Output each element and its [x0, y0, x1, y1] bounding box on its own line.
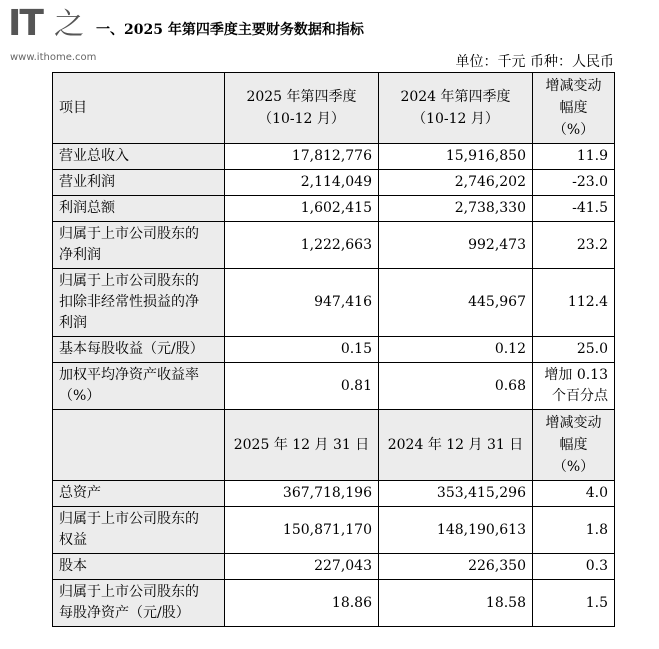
row-label: 营业利润: [53, 170, 225, 196]
value-change: 0.3: [533, 554, 615, 580]
value-prior: 445,967: [379, 269, 533, 337]
watermark-url: www.ithome.com: [10, 52, 97, 63]
row-label: 基本每股收益（元/股）: [53, 337, 225, 363]
value-current: 17,812,776: [225, 144, 379, 170]
value-change: 1.5: [533, 580, 615, 627]
value-change: 23.2: [533, 222, 615, 269]
value-change: -23.0: [533, 170, 615, 196]
row-label: 加权平均净资产收益率 （%）: [53, 363, 225, 410]
header-col-change: 增减变动 幅度 （%）: [533, 410, 615, 481]
header-col-current: 2025 年第四季度 （10-12 月）: [225, 73, 379, 144]
value-prior: 148,190,613: [379, 507, 533, 554]
header-col-current: 2025 年 12 月 31 日: [225, 410, 379, 481]
unit-currency-line: 单位：千元 币种：人民币: [455, 54, 614, 70]
row-label: 股本: [53, 554, 225, 580]
value-prior: 992,473: [379, 222, 533, 269]
value-current: 0.15: [225, 337, 379, 363]
table-row: [53, 554, 615, 580]
header-col-change: 增减变动 幅度 （%）: [533, 73, 615, 144]
row-label: 归属于上市公司股东的 每股净资产（元/股）: [53, 580, 225, 627]
value-current: 947,416: [225, 269, 379, 337]
row-label: 归属于上市公司股东的 净利润: [53, 222, 225, 269]
value-prior: 0.68: [379, 363, 533, 410]
value-prior: 2,738,330: [379, 196, 533, 222]
row-label: 总资产: [53, 481, 225, 507]
table-row: [53, 580, 615, 627]
value-change: 增加 0.13 个百分点: [533, 363, 615, 410]
value-change: 25.0: [533, 337, 615, 363]
row-label: 归属于上市公司股东的 权益: [53, 507, 225, 554]
row-label: 营业总收入: [53, 144, 225, 170]
value-current: 2,114,049: [225, 170, 379, 196]
table-row: [53, 170, 615, 196]
table-row: [53, 196, 615, 222]
table-row: [53, 144, 615, 170]
value-prior: 18.58: [379, 580, 533, 627]
value-current: 18.86: [225, 580, 379, 627]
table-row: [53, 269, 615, 337]
header-col-prior: 2024 年 12 月 31 日: [379, 410, 533, 481]
header-row-quarter: [53, 73, 615, 144]
value-change: -41.5: [533, 196, 615, 222]
value-current: 1,602,415: [225, 196, 379, 222]
value-prior: 0.12: [379, 337, 533, 363]
value-prior: 226,350: [379, 554, 533, 580]
table-row: [53, 481, 615, 507]
row-label: 归属于上市公司股东的 扣除非经常性损益的净 利润: [53, 269, 225, 337]
value-prior: 15,916,850: [379, 144, 533, 170]
value-current: 227,043: [225, 554, 379, 580]
financial-table: [52, 72, 615, 627]
value-current: 367,718,196: [225, 481, 379, 507]
value-current: 150,871,170: [225, 507, 379, 554]
header-row-date: [53, 410, 615, 481]
table-row: [53, 363, 615, 410]
it-logo-mark: IT: [8, 3, 42, 44]
header-item: 项目: [53, 73, 225, 144]
section-title: 一、2025 年第四季度主要财务数据和指标: [96, 22, 364, 38]
row-label: 利润总额: [53, 196, 225, 222]
header-blank: [53, 410, 225, 481]
value-change: 4.0: [533, 481, 615, 507]
value-prior: 2,746,202: [379, 170, 533, 196]
logo-glyph: 之: [54, 7, 84, 42]
table-row: [53, 222, 615, 269]
value-change: 112.4: [533, 269, 615, 337]
header-col-prior: 2024 年第四季度 （10-12 月）: [379, 73, 533, 144]
value-current: 0.81: [225, 363, 379, 410]
table-row: [53, 507, 615, 554]
value-prior: 353,415,296: [379, 481, 533, 507]
value-change: 11.9: [533, 144, 615, 170]
table-row: [53, 337, 615, 363]
value-change: 1.8: [533, 507, 615, 554]
value-current: 1,222,663: [225, 222, 379, 269]
